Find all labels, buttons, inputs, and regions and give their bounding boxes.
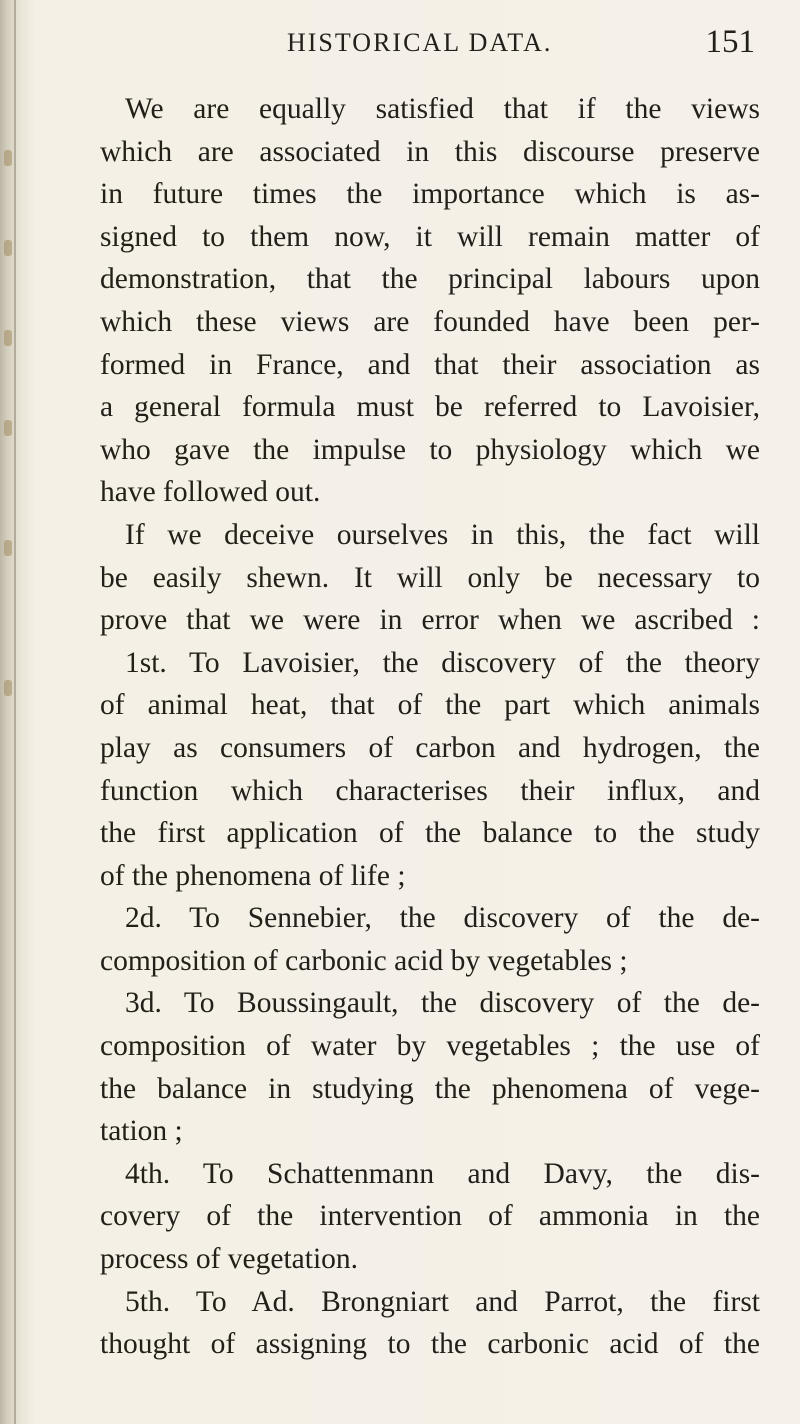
text-line: If we deceive ourselves in this, the fact will (125, 518, 760, 551)
text-line: prove that we were in error when we ascribed : (100, 604, 760, 637)
text-line: of the phenomena of life ; (100, 859, 406, 892)
binding-mark (4, 150, 12, 166)
text-line: formed in France, and that their association as (100, 348, 760, 381)
text-line: thought of assigning to the carbonic acid of the (100, 1328, 760, 1361)
text-line: be easily shewn. It will only be necessary to (100, 561, 760, 594)
binding-mark (4, 680, 12, 696)
text-line: play as consumers of carbon and hydrogen, the (100, 731, 760, 764)
body-text (100, 88, 760, 1366)
binding-mark (4, 330, 12, 346)
text-line: demonstration, that the principal labours upon (100, 263, 760, 296)
text-line: who gave the impulse to physiology which we (100, 433, 760, 466)
list-item-third: 3d. To Boussingault, the discovery of the de- (125, 987, 760, 1020)
text-line: function which characterises their influx, and (100, 774, 760, 807)
list-item-first: 1st. To Lavoisier, the discovery of the theory (125, 646, 760, 679)
page-gutter (0, 0, 36, 1424)
text-line: covery of the intervention of ammonia in the (100, 1200, 760, 1233)
text-line: process of vegetation. (100, 1243, 359, 1276)
list-item-second: 2d. To Sennebier, the discovery of the de- (125, 902, 760, 935)
text-line: have followed out. (100, 476, 321, 509)
text-line: signed to them now, it will remain matter of (100, 220, 760, 253)
binding-mark (4, 540, 12, 556)
text-line: in future times the importance which is as- (100, 178, 760, 211)
binding-mark (4, 240, 12, 256)
list-item-fifth: 5th. To Ad. Brongniart and Parrot, the first (125, 1285, 760, 1318)
page-header (100, 24, 755, 68)
page-number: 151 (705, 24, 755, 60)
text-line: the balance in studying the phenomena of vege- (100, 1072, 760, 1105)
binding-mark (4, 420, 12, 436)
text-line: We are equally satisfied that if the views (125, 93, 760, 125)
text-line: which are associated in this discourse preserve (100, 135, 760, 168)
text-line: which these views are founded have been per- (100, 305, 760, 338)
text-line: the first application of the balance to the study (100, 817, 760, 850)
text-line: a general formula must be referred to Lavoisier, (100, 391, 760, 424)
text-line: composition of carbonic acid by vegetables ; (100, 944, 628, 977)
running-head: HISTORICAL DATA. (287, 28, 553, 57)
binding-edge (14, 0, 16, 1424)
text-line: of animal heat, that of the part which animals (100, 689, 760, 722)
text-line: composition of water by vegetables ; the use of (100, 1030, 760, 1063)
list-item-fourth: 4th. To Schattenmann and Davy, the dis- (125, 1157, 760, 1190)
text-line: tation ; (100, 1115, 183, 1148)
